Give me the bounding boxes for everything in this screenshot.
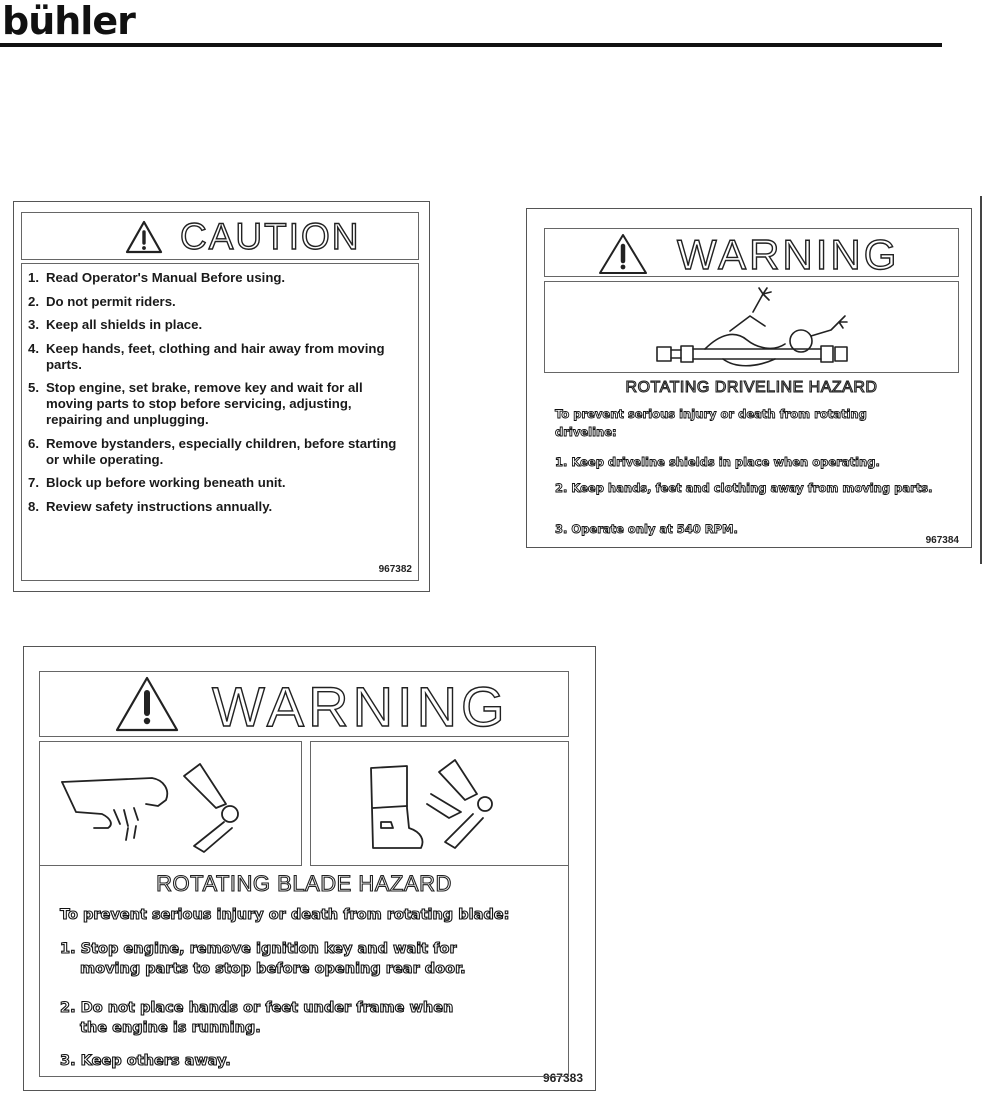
blade-warning-decal xyxy=(23,646,596,1091)
caution-item-5: 5. Stop engine, set brake, remove key and wait for all moving parts to stop before servicing, adjusting, repairing and unplugging. xyxy=(28,380,363,427)
blade-intro: To prevent serious injury or death from rotating blade: xyxy=(60,907,510,923)
caution-part-code: 967382 xyxy=(378,564,412,575)
blade-item-1-line2: moving parts to stop before opening rear door. xyxy=(80,961,466,977)
caution-list xyxy=(28,270,398,522)
driveline-hazard-title: ROTATING DRIVELINE HAZARD xyxy=(625,379,878,396)
blade-item-3 xyxy=(60,1051,560,1071)
driveline-intro: To prevent serious injury or death from rotating driveline: xyxy=(555,407,867,439)
driveline-pictogram-box xyxy=(544,281,959,373)
caution-item-1: 1. Read Operator's Manual Before using. xyxy=(28,270,286,285)
blade-part-code: 967383 xyxy=(542,1071,583,1085)
caution-title: CAUTION xyxy=(180,216,361,257)
warning-triangle-icon xyxy=(114,675,180,733)
warning-triangle-icon xyxy=(124,219,164,255)
blade-item-2-line1: 2. Do not place hands or feet under frame when xyxy=(60,1000,454,1016)
scan-edge-line xyxy=(980,196,982,564)
header-rule xyxy=(0,43,942,47)
blade-item-2-line2: the engine is running. xyxy=(80,1020,261,1036)
driveline-title-box xyxy=(544,228,959,277)
hand-cut-pictogram-icon xyxy=(54,748,294,860)
caution-decal xyxy=(13,201,430,592)
blade-item-1 xyxy=(60,939,560,979)
driveline-title: WARNING xyxy=(677,231,900,278)
blade-title: WARNING xyxy=(212,675,509,738)
caution-body-box xyxy=(21,263,419,581)
driveline-item-3: 3. Operate only at 540 RPM. xyxy=(555,522,738,536)
blade-item-1-line1: 1. Stop engine, remove ignition key and wait for xyxy=(60,941,457,957)
caution-item-3: 3. Keep all shields in place. xyxy=(28,317,203,332)
driveline-item-1: 1. Keep driveline shields in place when operating. xyxy=(555,455,880,469)
blade-hand-pictogram-box xyxy=(39,741,302,866)
blade-title-box xyxy=(39,671,569,737)
caution-item-7: 7. Block up before working beneath unit. xyxy=(28,475,286,490)
blade-hazard-title: ROTATING BLADE HAZARD xyxy=(156,871,452,896)
foot-cut-pictogram-icon xyxy=(351,748,551,860)
blade-foot-pictogram-box xyxy=(310,741,569,866)
blade-item-2 xyxy=(60,998,560,1038)
driveline-entanglement-pictogram-icon xyxy=(635,286,865,370)
warning-triangle-icon xyxy=(597,232,649,276)
driveline-part-code: 967384 xyxy=(925,535,959,546)
blade-item-3-line1: 3. Keep others away. xyxy=(60,1053,231,1069)
caution-item-6: 6. Remove bystanders, especially children, before starting or while operating. xyxy=(28,435,397,467)
caution-item-8: 8. Review safety instructions annually. xyxy=(28,498,273,514)
driveline-warning-decal xyxy=(526,208,972,548)
caution-title-box xyxy=(21,212,419,260)
buhler-logo: bühler xyxy=(2,0,135,43)
driveline-item-2: 2. Keep hands, feet and clothing away from moving parts. xyxy=(555,481,933,495)
caution-item-4: 4. Keep hands, feet, clothing and hair away from moving parts. xyxy=(28,340,385,372)
caution-item-2: 2. Do not permit riders. xyxy=(28,293,176,309)
